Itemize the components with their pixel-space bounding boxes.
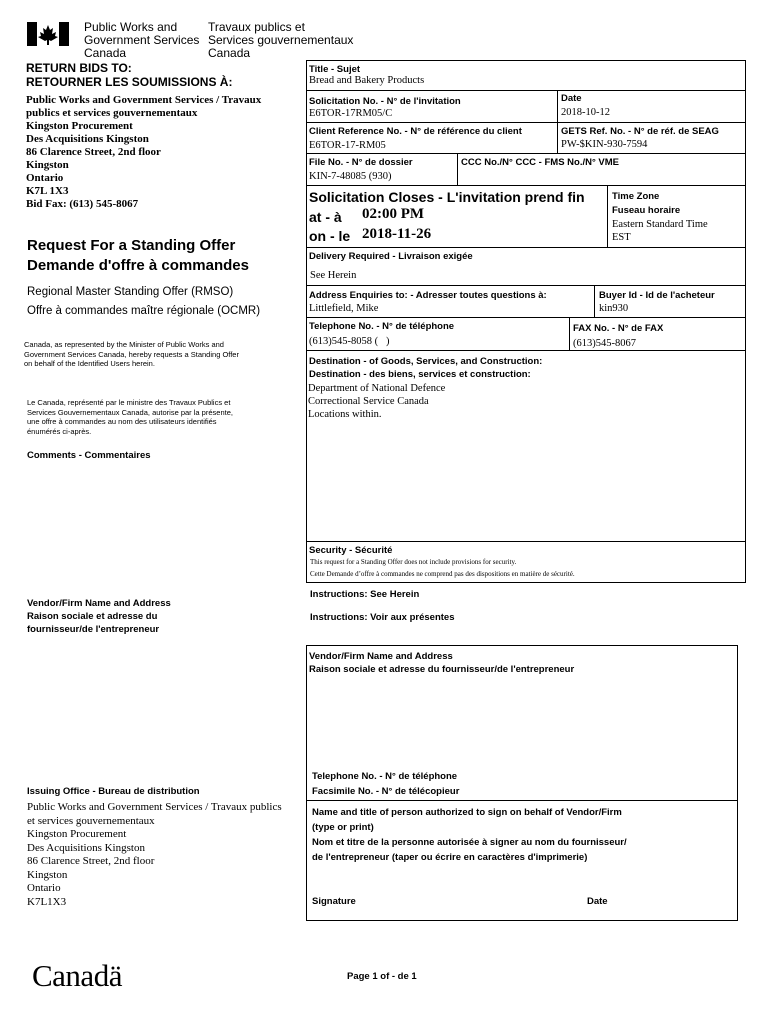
address-line: Kingston: [26, 159, 69, 171]
time-zone-label: [612, 190, 680, 218]
request-title-en: Request For a Standing Offer: [27, 237, 236, 254]
solicitation-number-value: E6TOR-17RM05/C: [309, 108, 393, 119]
closing-date-label: on - le: [309, 228, 351, 244]
dept-fr-line: Travaux publics et: [208, 20, 305, 34]
telephone-value: (613)545-8058 ( ): [309, 336, 390, 347]
address-line: K7L 1X3: [26, 185, 69, 197]
issuing-office-label: Issuing Office - Bureau de distribution: [27, 786, 200, 797]
dept-en-line: Government Services: [84, 33, 200, 47]
time-zone-label-en: Time Zone: [612, 191, 660, 202]
title-value: Bread and Bakery Products: [309, 75, 425, 86]
address-line: K7L1X3: [27, 895, 67, 908]
security-text-fr: Cette Demande d’offre à commandes ne comprend pas des dispositions en matière de sécurité.: [310, 570, 575, 578]
destination-value: [308, 382, 445, 421]
fax-value: (613)545-8067: [573, 338, 636, 349]
bid-fax-line: Bid Fax: (613) 545-8067: [26, 198, 139, 210]
vendor-telephone-label: Telephone No. - N° de téléphone: [312, 771, 458, 782]
destination-line: Locations within.: [308, 409, 382, 420]
offer-type-fr: Offre à commandes maître régionale (OCMR): [27, 305, 261, 317]
paragraph-line: Canada, as represented by the Minister of Public Works and: [24, 340, 224, 349]
request-title: [27, 236, 249, 276]
time-zone-value: [612, 218, 708, 244]
security-label: Security - Sécurité: [309, 545, 393, 556]
authorized-person-label: [312, 805, 627, 865]
paragraph-line: énumérés ci-après.: [27, 426, 92, 436]
address-line: Ontario: [27, 882, 61, 894]
dept-en-line: Canada: [84, 46, 127, 60]
vendor-label-line: Vendor/Firm Name and Address: [27, 598, 171, 609]
request-title-fr: Demande d'offre à commandes: [27, 257, 249, 274]
destination-line: Department of National Defence: [308, 383, 446, 394]
telephone-label: Telephone No. - N° de téléphone: [309, 321, 455, 332]
return-bids-title-fr: RETOURNER LES SOUMISSIONS À:: [26, 75, 233, 89]
gets-reference-value: PW-$KIN-930-7594: [561, 139, 648, 150]
time-zone-value-line: EST: [612, 232, 631, 243]
address-line: Des Acquisitions Kingston: [26, 133, 149, 145]
dept-fr-line: Canada: [208, 46, 251, 60]
request-paragraph-fr: [27, 398, 233, 436]
paragraph-line: Government Services Canada, hereby requests a Standing Offer: [24, 349, 239, 359]
delivery-required-label: Delivery Required - Livraison exigée: [309, 251, 473, 262]
date-label: Date: [561, 93, 582, 104]
page-number: Page 1 of - de 1: [347, 971, 417, 982]
destination-label-en: Destination - of Goods, Services, and Construction:: [309, 356, 543, 367]
vendor-facsimile-label: Facsimile No. - N° de télécopieur: [312, 786, 460, 797]
closing-time-label: at - à: [309, 209, 342, 225]
authorized-label-line: Nom et titre de la personne autorisée à signer au nom du fournisseur/: [312, 837, 627, 848]
authorized-label-line: de l'entrepreneur (taper ou écrire en caractères d'imprimerie): [312, 852, 588, 863]
closing-time-value: 02:00 PM: [362, 206, 425, 222]
client-reference-value: E6TOR-17-RM05: [309, 140, 386, 151]
dept-en-line: Public Works and: [84, 20, 178, 34]
title-label: Title - Sujet: [309, 64, 361, 75]
file-number-value: KIN-7-48085 (930): [309, 171, 392, 182]
address-line: Public Works and Government Services / Travaux publics: [27, 801, 282, 813]
fax-label: FAX No. - N° de FAX: [573, 323, 664, 334]
paragraph-line: Le Canada, représenté par le ministre des Travaux Publics et: [27, 398, 231, 407]
signature-date-label: Date: [587, 896, 608, 907]
destination-line: Correctional Service Canada: [308, 396, 429, 407]
buyer-id-label: Buyer Id - Id de l'acheteur: [599, 290, 715, 301]
comments-label: Comments - Commentaires: [27, 450, 151, 461]
department-name-en: [84, 21, 199, 60]
solicitation-number-label: Solicitation No. - N° de l'invitation: [309, 96, 461, 107]
client-reference-label: Client Reference No. - N° de référence du client: [309, 126, 522, 137]
delivery-required-value: See Herein: [310, 270, 357, 281]
instructions-fr: Instructions: Voir aux présentes: [310, 612, 455, 623]
vendor-name-address-field[interactable]: [307, 678, 737, 768]
time-zone-label-fr: Fuseau horaire: [612, 205, 681, 216]
destination-label: [309, 355, 542, 381]
paragraph-line: Services Gouvernementaux Canada, autorise par la présente,: [27, 407, 233, 417]
request-paragraph-en: [24, 340, 239, 369]
department-name-fr: [208, 21, 353, 60]
buyer-id-value: kin930: [599, 303, 629, 314]
address-line: publics et services gouvernementaux: [26, 107, 198, 119]
vendor-name-label-en: Vendor/Firm Name and Address: [309, 651, 453, 662]
offer-type: [27, 283, 260, 321]
address-line: Kingston: [27, 868, 68, 881]
closing-date-value: 2018-11-26: [362, 226, 432, 242]
address-enquiries-value: Littlefield, Mike: [309, 303, 379, 314]
address-line: Ontario: [26, 172, 64, 184]
address-line: Kingston Procurement: [26, 120, 133, 132]
solicitation-closes-heading: Solicitation Closes - L'invitation prend fin: [309, 189, 585, 205]
paragraph-line: on behalf of the Identified Users herein.: [24, 359, 155, 368]
authorized-label-line: Name and title of person authorized to sign on behalf of Vendor/Firm: [312, 807, 622, 818]
address-line: Des Acquisitions Kingston: [27, 841, 145, 854]
gets-reference-label: GETS Ref. No. - N° de réf. de SEAG: [561, 126, 719, 137]
vendor-name-label-left: [27, 597, 171, 636]
address-line: Public Works and Government Services / Travaux: [26, 94, 262, 106]
issuing-office-address: [27, 801, 282, 909]
return-bids-heading: [26, 61, 232, 89]
offer-type-en: Regional Master Standing Offer (RMSO): [27, 286, 234, 298]
instructions-en: Instructions: See Herein: [310, 589, 420, 600]
address-line: 86 Clarence Street, 2nd floor: [26, 146, 161, 158]
authorized-label-line: (type or print): [312, 822, 374, 833]
paragraph-line: une offre à commandes au nom des utilisateurs identifiés: [27, 417, 217, 426]
date-value: 2018-10-12: [561, 107, 610, 118]
ccc-fms-label: CCC No./N° CCC - FMS No./N° VME: [461, 157, 620, 168]
signature-label: Signature: [312, 896, 356, 907]
canada-wordmark: Canadä: [32, 958, 122, 993]
file-number-label: File No. - N° de dossier: [309, 157, 413, 168]
dept-fr-line: Services gouvernementaux: [208, 33, 354, 47]
vendor-name-label-fr: Raison sociale et adresse du fournisseur/de l'entrepreneur: [309, 664, 575, 675]
address-line: et services gouvernementaux: [27, 814, 155, 827]
vendor-label-line: Raison sociale et adresse du: [27, 611, 158, 622]
destination-label-fr: Destination - des biens, services et construction:: [309, 369, 531, 380]
time-zone-value-line: Eastern Standard Time: [612, 219, 708, 230]
return-bids-address: [26, 94, 261, 211]
address-line: Kingston Procurement: [27, 828, 127, 840]
address-line: 86 Clarence Street, 2nd floor: [27, 855, 155, 867]
vendor-label-line: fournisseur/de l'entrepreneur: [27, 624, 160, 635]
canada-flag-logo: [27, 22, 69, 46]
address-enquiries-label: Address Enquiries to: - Adresser toutes questions à:: [309, 290, 547, 301]
security-text-en: This request for a Standing Offer does not include provisions for security.: [310, 558, 517, 566]
return-bids-title-en: RETURN BIDS TO:: [26, 61, 132, 75]
